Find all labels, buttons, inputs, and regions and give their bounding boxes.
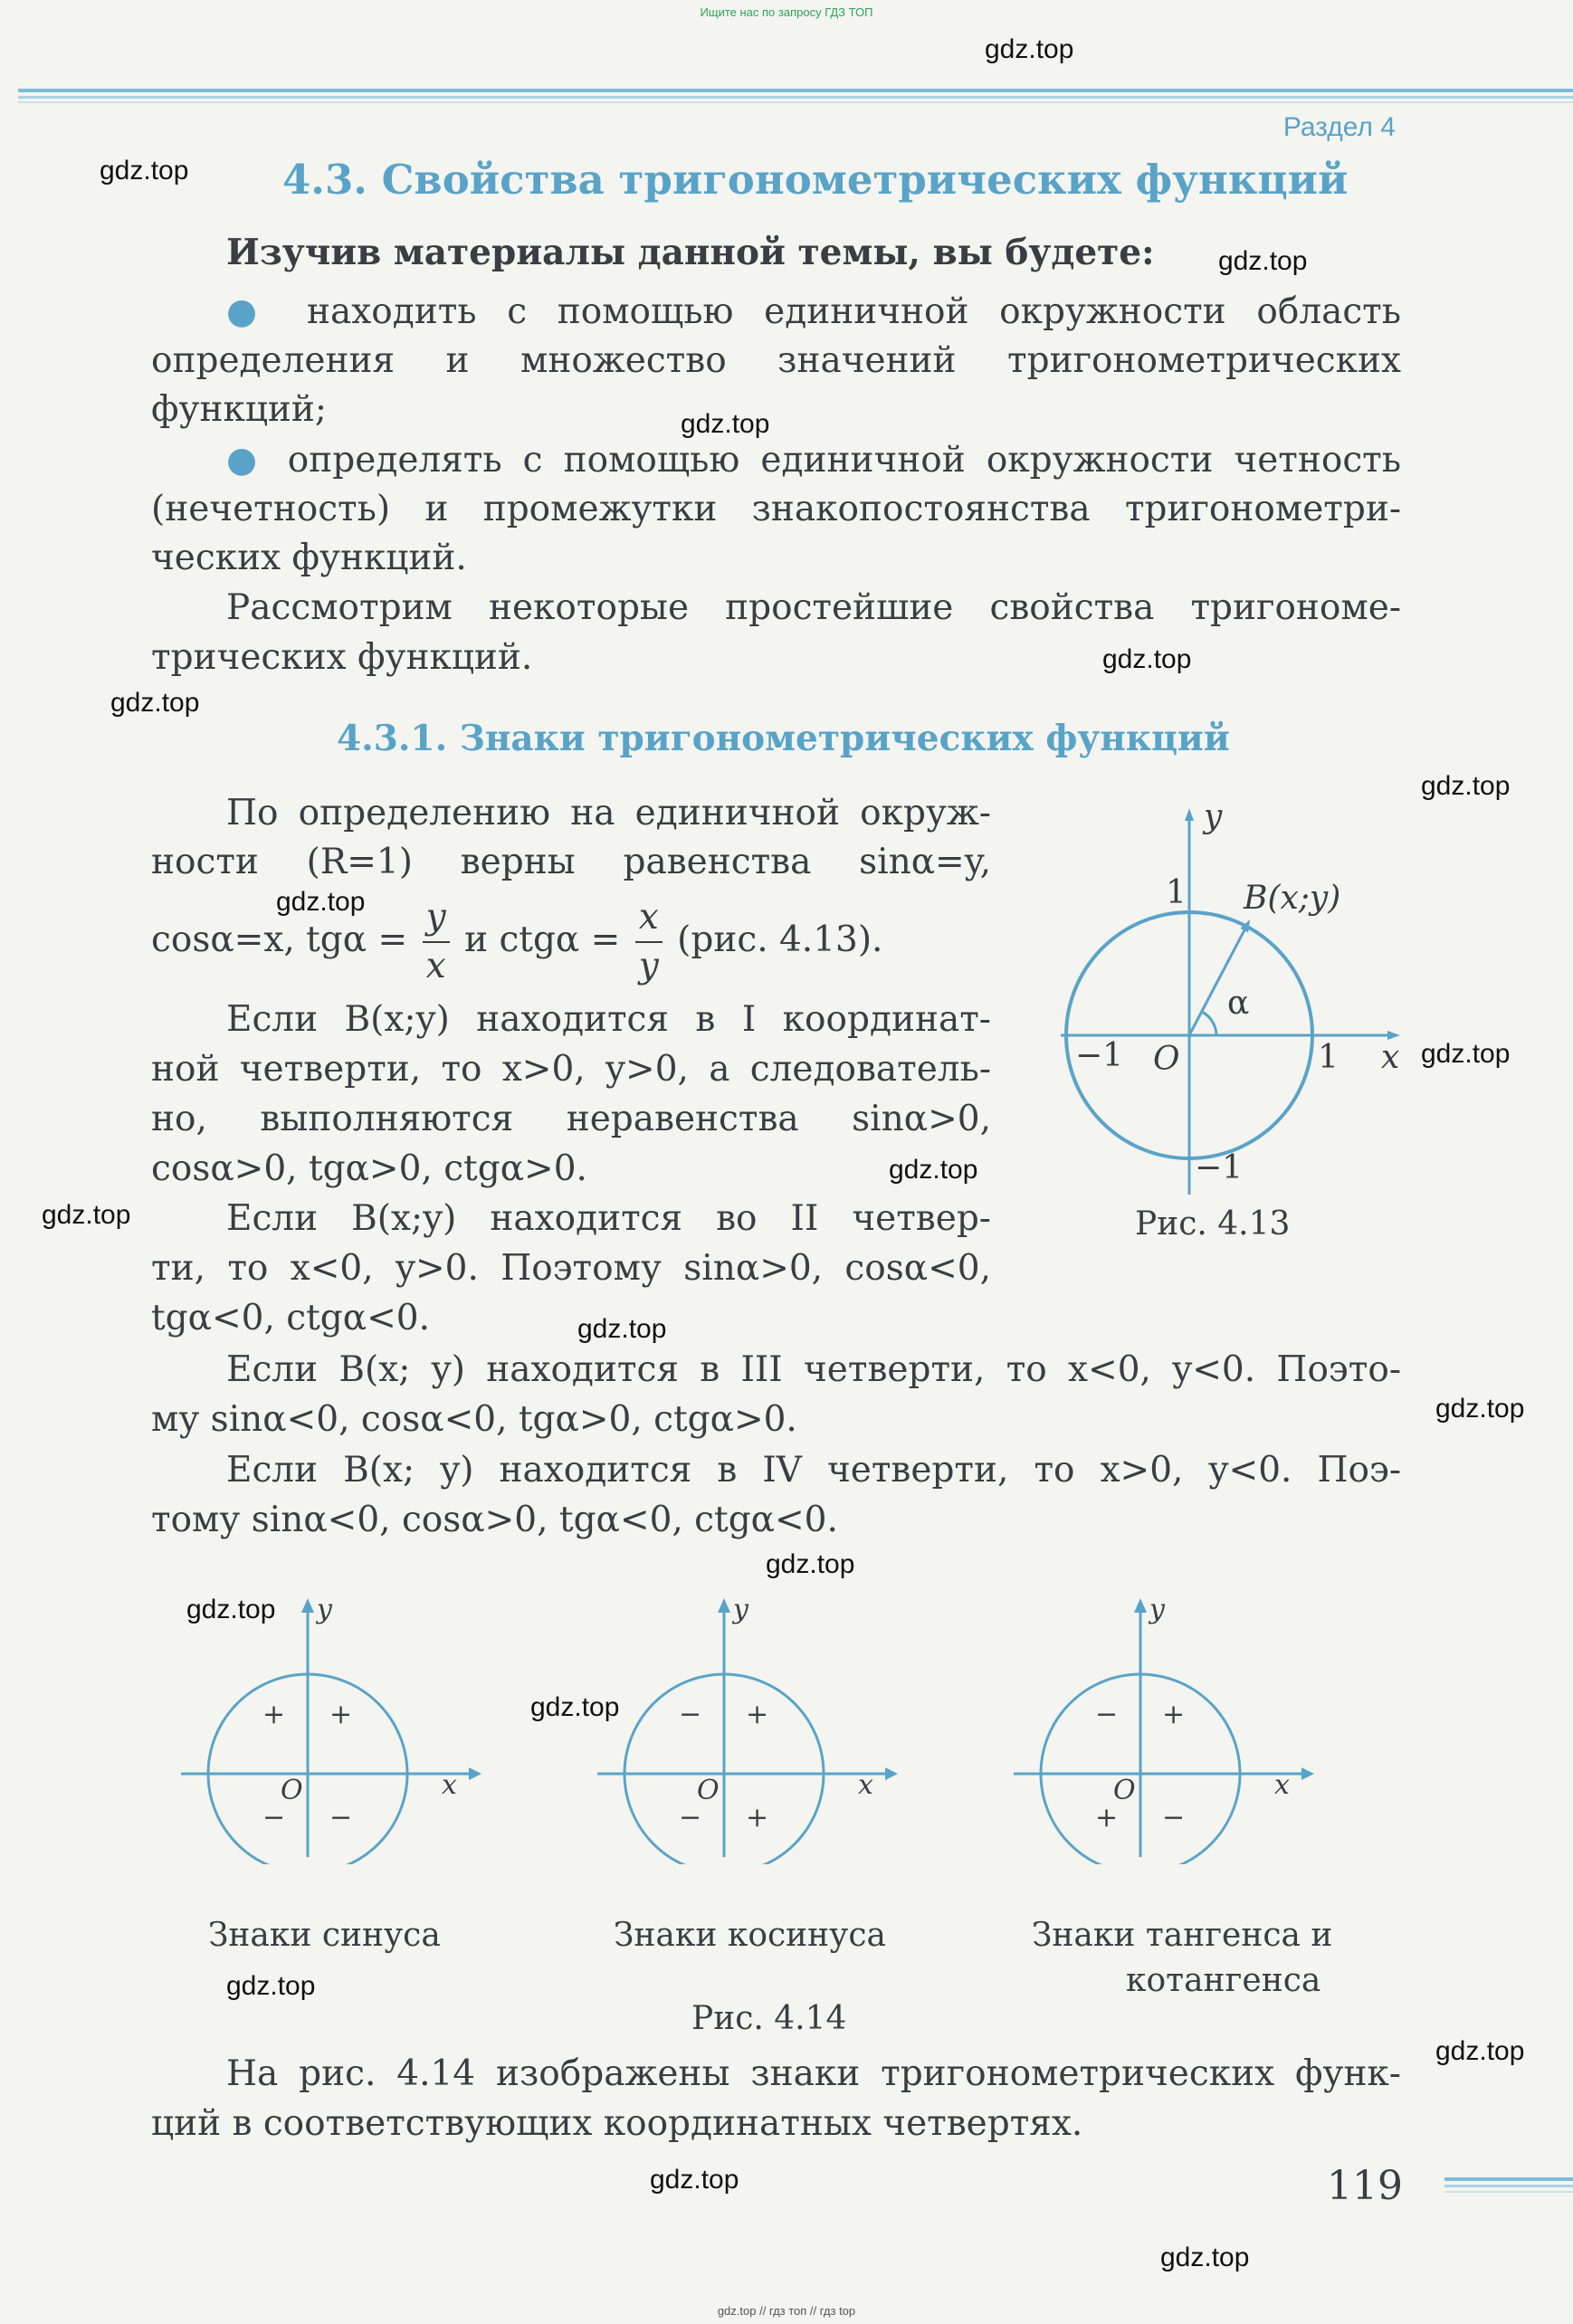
q4-line1: Если B(x; y) находится в IV четверти, то x>0, y<0. Поэ- (226, 1450, 1401, 1491)
watermark: gdz.top (985, 34, 1074, 64)
watermark: gdz.top (530, 1692, 620, 1722)
q1-line1: Если B(x;y) находится в I координат- (226, 999, 991, 1040)
watermark: gdz.top (1102, 644, 1192, 674)
x-axis-label: x (858, 1769, 873, 1801)
y-axis-label: y (317, 1594, 332, 1625)
watermark: gdz.top (1435, 1394, 1525, 1424)
watermark: gdz.top (766, 1549, 855, 1579)
footer-rule-3 (1444, 2191, 1573, 2193)
watermark: gdz.top (1218, 246, 1308, 276)
quadrant-3-sign: − (679, 1802, 702, 1833)
x-axis-arrow (469, 1767, 481, 1780)
intro-para-line2: трических функций. (151, 637, 533, 678)
bullet-icon: ● (226, 291, 307, 332)
q2-line2: ти, то x<0, y>0. Поэтому sinα>0, cosα<0, (151, 1248, 991, 1289)
fig414-caption: Рис. 4.14 (691, 2000, 847, 2037)
watermark: gdz.top (1421, 771, 1511, 801)
quadrant-2-sign: + (262, 1699, 286, 1730)
y-axis-label: y (1204, 798, 1223, 835)
y-axis-arrow (301, 1598, 314, 1613)
fig414-circle3-caption-line1: Знаки тангенса и (1032, 1917, 1333, 1954)
watermark: gdz.top (276, 887, 366, 917)
footer-note: gdz.top // гдз топ // гдз top (717, 2304, 856, 2318)
q3-line2: му sinα<0, cosα<0, tgα>0, ctgα>0. (151, 1399, 797, 1440)
q1-line2: ной четверти, то x>0, y>0, а следователь- (151, 1049, 991, 1090)
origin-label: O (697, 1775, 720, 1806)
def-line2: ности (R=1) верны равенства sinα=y, (151, 842, 991, 882)
sign-circle-tangent (1014, 1593, 1321, 1864)
watermark: gdz.top (889, 1155, 978, 1185)
watermark: gdz.top (226, 1971, 316, 2001)
unit-circle-figure (1050, 796, 1430, 1213)
y-axis-label: y (733, 1594, 748, 1625)
angle-arc (1202, 1012, 1216, 1035)
fig413-caption: Рис. 4.13 (1135, 1205, 1291, 1243)
tick-label-minus-one-bottom: −1 (1195, 1149, 1244, 1186)
header-rule-1 (18, 89, 1573, 92)
section-label: Раздел 4 (1282, 112, 1396, 142)
x-axis-label: x (1381, 1039, 1400, 1076)
q4-line2: тому sinα<0, cosα>0, tgα<0, ctgα<0. (151, 1500, 838, 1540)
point-label: B(x;y) (1244, 880, 1341, 917)
def-line3: cosα=x, tgα = $\frac{y}{x}$ и ctgα = $\frac{x}{y}$ (рис. 4.13). (151, 894, 882, 990)
q1-line3: но, выполняются неравенства sinα>0, (151, 1099, 991, 1139)
footer-rule-2 (1444, 2185, 1573, 2187)
watermark: gdz.top (577, 1314, 667, 1344)
page-title: 4.3. Свойства тригонометрических функций (282, 156, 1349, 204)
watermark: gdz.top (110, 688, 200, 718)
quadrant-4-sign: + (746, 1802, 769, 1833)
bullet-icon: ● (226, 440, 288, 481)
watermark: gdz.top (681, 409, 770, 439)
quadrant-3-sign: + (1095, 1802, 1119, 1833)
watermark: gdz.top (1160, 2243, 1250, 2272)
x-axis-arrow (885, 1767, 898, 1780)
watermark: gdz.top (186, 1595, 276, 1624)
origin-label: O (281, 1775, 303, 1806)
bullet1-line1: ● находить с помощью единичной окружности область (226, 291, 1401, 332)
header-rule-3 (18, 101, 1573, 103)
fig414-circle3-caption-line2: котангенса (1126, 1962, 1321, 1999)
footer-rule-1 (1444, 2177, 1573, 2181)
closing-line1: На рис. 4.14 изображены знаки тригонометрических функ- (226, 2053, 1401, 2094)
angle-label: α (1227, 985, 1250, 1022)
q3-line1: Если B(x; y) находится в III четверти, то x<0, y<0. Поэто- (226, 1349, 1401, 1390)
origin-label: O (1153, 1041, 1180, 1078)
q2-line3: tgα<0, ctgα<0. (151, 1298, 430, 1338)
bullet2-line3: ческих функций. (151, 538, 467, 578)
header-rule-2 (18, 96, 1573, 99)
watermark: gdz.top (1421, 1039, 1511, 1069)
bullet2-line2: (нечетность) и промежутки знакопостоянства тригонометри- (151, 489, 1401, 529)
quadrant-4-sign: − (329, 1802, 353, 1833)
def-line1: По определению на единичной окруж- (226, 793, 991, 833)
intro-para-line1: Рассмотрим некоторые простейшие свойства тригономе- (226, 587, 1401, 628)
quadrant-1-sign: + (329, 1699, 353, 1730)
watermark: gdz.top (42, 1200, 131, 1230)
tick-label-one-right: 1 (1318, 1039, 1339, 1076)
fig414-circle1-caption: Знаки синуса (208, 1917, 441, 1954)
x-axis-label: x (442, 1769, 457, 1801)
origin-label: O (1113, 1775, 1136, 1806)
quadrant-4-sign: − (1162, 1802, 1186, 1833)
bullet1-line3: функций; (151, 389, 328, 430)
sign-circle-cosine (597, 1593, 905, 1864)
watermark: gdz.top (1435, 2036, 1525, 2066)
quadrant-1-sign: + (1162, 1699, 1186, 1730)
x-axis-arrow (1301, 1767, 1314, 1780)
subsection-title: 4.3.1. Знаки тригонометрических функций (337, 718, 1230, 759)
frac-x-over-y: $\frac{x}{y}$ (635, 894, 663, 990)
y-axis-arrow (1134, 1598, 1147, 1613)
intro-lead: Изучив материалы данной темы, вы будете: (226, 232, 1155, 273)
watermark: gdz.top (650, 2165, 739, 2195)
bullet1-line2: определения и множество значений тригонометрических (151, 340, 1401, 381)
y-axis-label: y (1149, 1594, 1165, 1625)
page-number: 119 (1327, 2163, 1403, 2209)
header-note: Ищите нас по запросу ГДЗ ТОП (700, 5, 873, 19)
tick-label-minus-one-left: −1 (1075, 1037, 1124, 1074)
sign-circle-sine (181, 1593, 489, 1864)
tick-label-one-top: 1 (1166, 874, 1187, 911)
fig414-circle2-caption: Знаки косинуса (614, 1917, 886, 1954)
q2-line1: Если B(x;y) находится во II четвер- (226, 1198, 991, 1239)
closing-line2: ций в соответствующих координатных четвертях. (151, 2103, 1083, 2144)
quadrant-1-sign: + (746, 1699, 769, 1730)
quadrant-2-sign: − (1095, 1699, 1119, 1730)
quadrant-3-sign: − (262, 1802, 286, 1833)
bullet2-line1: ● определять с помощью единичной окружности четность (226, 440, 1401, 481)
q1-line4: cosα>0, tgα>0, ctgα>0. (151, 1148, 587, 1189)
y-axis-arrow (718, 1598, 730, 1613)
quadrant-2-sign: − (679, 1699, 702, 1730)
frac-y-over-x: $\frac{y}{x}$ (423, 894, 450, 990)
x-axis-label: x (1274, 1769, 1290, 1801)
watermark: gdz.top (100, 156, 189, 186)
